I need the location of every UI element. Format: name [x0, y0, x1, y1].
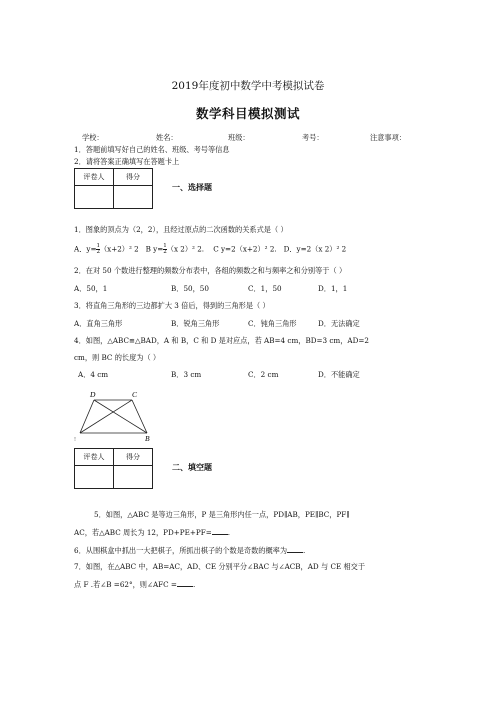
score-label: 得分 [114, 449, 153, 466]
q4-option-c: C．2 cm [248, 370, 279, 379]
answer-blank[interactable] [287, 545, 306, 555]
question-3: 3．将直角三角形的三边都扩大 3 倍后，得到的三角形是（ ） [74, 301, 270, 310]
question-7-line-2 [74, 579, 195, 589]
segment-da [80, 400, 94, 433]
q1-option-c: C y=2（x+2）² 2. [213, 244, 277, 254]
q1-option-b-rest: （x 2）² 2. [166, 244, 205, 254]
label-b: B [145, 434, 150, 443]
label-a: ! [74, 437, 76, 443]
question-7-line-1: 7．如图，在△ABC 中，AB=AC，AD、CE 分别平分∠BAC 与∠ACB，AD 与 CE 相交于 [74, 562, 366, 571]
grader-cell [75, 186, 114, 209]
q1-option-a-prefix: A．y= [74, 244, 97, 254]
grader-label: 评卷人 [75, 449, 114, 466]
question-1: 1．图象的顶点为（2，2），且经过原点的二次函数的关系式是（ ） [74, 225, 288, 234]
question-4-line-1: 4．如图，△ABC≌△BAD，A 和 B，C 和 D 是对应点，若 AB=4 cm，BD=3 cm，AD=2 [74, 336, 369, 345]
segment-db [94, 400, 147, 433]
school-field: 学校： [82, 133, 104, 142]
fraction-one-half: $\frac{1}{2}$ [163, 243, 167, 255]
section-fill-heading: 二、填空题 [172, 462, 212, 472]
score-cell [114, 466, 153, 489]
section-choice-heading: 一、选择题 [172, 182, 212, 192]
label-c: C [132, 390, 138, 399]
q4-option-d: D．不能确定 [318, 370, 360, 379]
q3-option-c: C．钝角三角形 [248, 319, 297, 328]
q3-option-d: D．无法确定 [318, 319, 360, 328]
segment-ac [80, 400, 132, 433]
question-5-line-2 [74, 527, 230, 537]
exam-subtitle: 数学科目模拟测试 [195, 106, 300, 121]
score-cell [114, 186, 153, 209]
q7-end: . [192, 580, 196, 589]
q1-option-d: D．y=2（x 2）² 2 [283, 244, 347, 254]
score-table-1 [74, 168, 153, 209]
exam-number-field: 考号： [302, 133, 324, 142]
q1-option-b-prefix: B y= [145, 244, 164, 254]
triangle-figure [74, 388, 164, 444]
note-2: 2．请将答案正确填写在答题卡上 [74, 157, 180, 166]
question-6 [74, 545, 305, 555]
q4-option-b: B．3 cm [171, 370, 202, 379]
exam-title: 2019年度初中数学中考模拟试卷 [171, 80, 325, 92]
answer-blank[interactable] [177, 579, 196, 589]
q2-option-b: B．50，50 [171, 284, 209, 293]
q5-end: . [227, 528, 231, 537]
grader-label: 评卷人 [75, 169, 114, 186]
score-table-2 [74, 448, 153, 489]
note-1: 1．答题前填写好自己的姓名、班级、考号等信息 [74, 145, 230, 154]
notice-field: 注意事项： [370, 133, 406, 142]
q2-option-a: A．50，1 [74, 284, 108, 293]
question-5-line-1: 5．如图，△ABC 是等边三角形，P 是三角形内任一点，PD∥AB，PE∥BC，PF∥ [94, 510, 350, 519]
class-field: 班级： [228, 133, 250, 142]
q3-option-a: A．直角三角形 [74, 319, 123, 328]
q6-text: 6．从围棋盒中抓出一大把棋子，所抓出棋子的个数是奇数的概率为 [74, 546, 288, 555]
question-4-line-2: cm，则 BC 的长度为（ ） [74, 353, 161, 362]
score-label: 得分 [114, 169, 153, 186]
q2-option-d: D．1，1 [318, 284, 348, 293]
answer-blank[interactable] [212, 527, 231, 537]
q7-text: 点 F .若∠B =62°，则∠AFC = [74, 580, 177, 589]
q1-options [74, 244, 346, 255]
fraction-one-half: $\frac{1}{2}$ [96, 243, 100, 255]
q3-option-b: B．锐角三角形 [171, 319, 220, 328]
label-d: D [90, 390, 96, 399]
name-field: 姓名： [156, 133, 178, 142]
q5-text: AC，若△ABC 周长为 12，PD+PE+PF= [74, 528, 212, 537]
q2-option-c: C．1，50 [248, 284, 282, 293]
q4-option-a: A．4 cm [78, 370, 109, 379]
grader-cell [75, 466, 114, 489]
q6-end: . [303, 546, 306, 555]
q1-option-a-rest: （x+2）² 2 [99, 244, 139, 254]
question-2: 2．在对 50 个数进行整理的频数分布表中，各组的频数之和与频率之和分别等于（ ） [74, 266, 347, 275]
